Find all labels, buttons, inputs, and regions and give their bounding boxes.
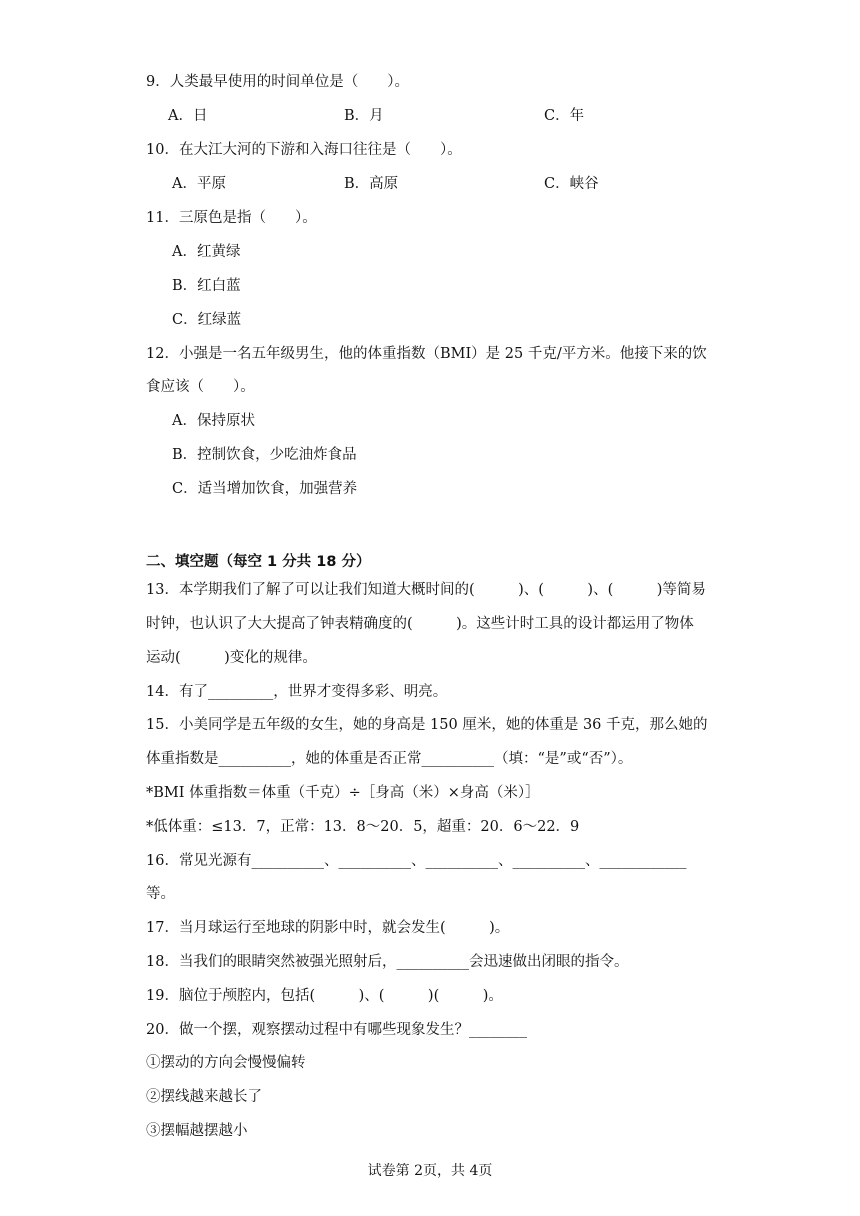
question-10-option-c: C．峡谷: [544, 176, 599, 192]
question-15-note-ranges: *低体重：≤13．7，正常：13．8～20．5，超重：20．6～22．9: [146, 819, 580, 835]
question-20-item-1: ①摆动的方向会慢慢偏转: [146, 1055, 306, 1071]
question-20-line1: 20．做一个摆，观察摆动过程中有哪些现象发生？________: [146, 1022, 527, 1038]
question-10-stem: 10．在大江大河的下游和入海口往往是（ ）。: [146, 142, 462, 158]
question-18-line1: 18．当我们的眼睛突然被强光照射后，__________会迅速做出闭眼的指令。: [146, 954, 629, 970]
question-12-option-a: A．保持原状: [172, 413, 255, 429]
question-20-item-3: ③摆幅越摆越小: [146, 1123, 248, 1139]
question-17-line1: 17．当月球运行至地球的阴影中时，就会发生( )。: [146, 920, 510, 936]
question-11-stem: 11．三原色是指（ ）。: [146, 210, 317, 226]
question-10-option-a: A．平原: [172, 176, 226, 192]
page-footer: 试卷第 2页，共 4页: [367, 1163, 493, 1179]
question-13-line2: 时钟，也认识了大大提高了钟表精确度的( )。这些计时工具的设计都运用了物体: [146, 616, 694, 632]
question-12-stem-line2: 食应该（ ）。: [146, 379, 255, 395]
question-13-line1: 13．本学期我们了解了可以让我们知道大概时间的( )、( )、( )等简易: [146, 582, 706, 598]
question-14-line1: 14．有了_________，世界才变得多彩、明亮。: [146, 684, 448, 700]
question-15-line1: 15．小美同学是五年级的女生，她的身高是 150 厘米，她的体重是 36 千克，那么她的: [146, 717, 708, 733]
question-13-line3: 运动( )变化的规律。: [146, 650, 317, 666]
question-9-option-b: B．月: [344, 108, 384, 124]
question-10-option-b: B．高原: [344, 176, 399, 192]
question-15-line2: 体重指数是__________，她的体重是否正常__________（填：“是”或“否”）。: [146, 751, 633, 767]
question-19-line1: 19．脑位于颅腔内，包括( )、( )( )。: [146, 988, 503, 1004]
question-11-option-a: A．红黄绿: [172, 244, 241, 260]
question-12-stem-line1: 12．小强是一名五年级男生，他的体重指数（BMI）是 25 千克/平方米。他接下来的饮: [146, 346, 707, 362]
question-20-item-2: ②摆线越来越长了: [146, 1089, 262, 1105]
question-16-line2: 等。: [146, 886, 175, 902]
question-16-line1: 16．常见光源有__________、__________、__________、__________、____________: [146, 853, 687, 869]
question-12-option-b: B．控制饮食，少吃油炸食品: [172, 447, 357, 463]
section-2-heading: 二、填空题（每空 1 分共 18 分）: [146, 554, 371, 570]
question-15-note-formula: *BMI 体重指数＝体重（千克）÷［身高（米）×身高（米）］: [146, 785, 540, 801]
question-9-option-a: A．日: [168, 108, 208, 124]
question-9-option-c: C．年: [544, 108, 585, 124]
question-11-option-b: B．红白蓝: [172, 278, 241, 294]
question-9-stem: 9．人类最早使用的时间单位是（ ）。: [146, 74, 409, 90]
question-12-option-c: C．适当增加饮食，加强营养: [172, 481, 358, 497]
question-11-option-c: C．红绿蓝: [172, 312, 242, 328]
